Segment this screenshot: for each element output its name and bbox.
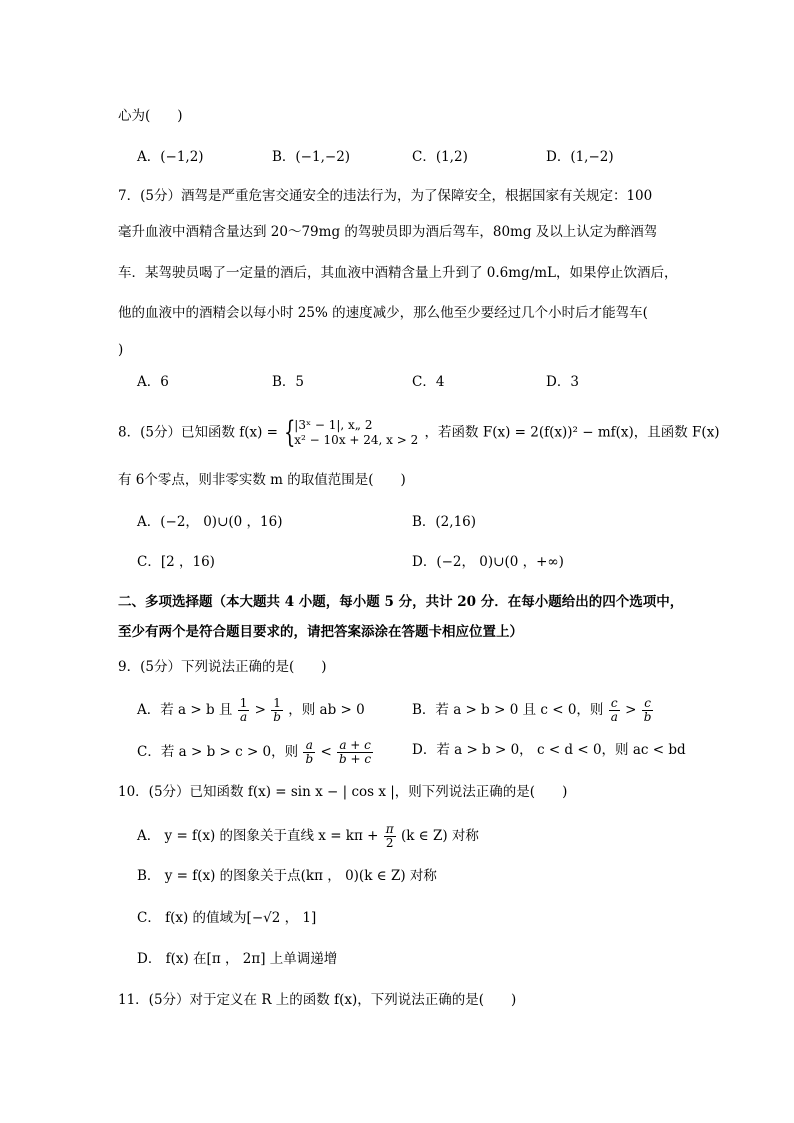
brace-symbol: { — [284, 415, 296, 450]
q9-option-c — [137, 739, 374, 766]
q9-b-compare: > — [625, 702, 637, 718]
q7-option-d: D．3 — [546, 374, 579, 390]
q8-option-c: C．[2 ，16) — [137, 554, 215, 570]
q6-option-d: D．(1,−2) — [546, 149, 614, 165]
q9-a-fraction-1 — [238, 697, 250, 724]
q8-option-d: D．(−2， 0)∪(0 ，+∞) — [412, 554, 564, 570]
fraction-numerator: 1 — [271, 697, 283, 711]
q8-piecewise-function — [284, 415, 419, 450]
q9-a-text-post: ，则 ab > 0 — [288, 702, 365, 718]
q10-option-d: D． f(x) 在[π ， 2π] 上单调递增 — [137, 951, 338, 967]
fraction-denominator: a — [239, 710, 248, 724]
q8-line-1 — [118, 415, 720, 450]
fraction-denominator: a — [610, 710, 618, 724]
q8-piece-2: x² − 10x + 24, x > 2 — [294, 433, 419, 447]
q9-stem: 9．(5分）下列说法正确的是( ) — [118, 659, 327, 675]
q9-a-text-pre: A．若 a > b 且 — [137, 702, 233, 718]
q10-option-a — [137, 823, 479, 850]
fraction-denominator: b — [305, 752, 314, 766]
q10-option-c: C． f(x) 的值域为[−√2 ， 1] — [137, 910, 317, 926]
q6-option-b: B．(−1,−2) — [272, 149, 351, 165]
q9-c-compare: < — [320, 744, 332, 760]
fraction-numerator: a — [303, 739, 315, 753]
q8-option-b: B．(2,16) — [412, 514, 477, 530]
q9-a-compare: > — [254, 702, 266, 718]
q6-stem-tail: 心为( ) — [118, 108, 183, 124]
q9-option-b — [412, 697, 654, 724]
q8-tail: ，若函数 F(x) = 2(f(x))² − mf(x)，且函数 F(x) — [424, 424, 720, 441]
fraction-denominator: b + c — [339, 752, 372, 766]
q7-line-5: ) — [118, 342, 124, 358]
q9-option-a — [137, 697, 365, 724]
fraction-numerator: c — [609, 697, 620, 711]
q9-b-text-pre: B．若 a > b > 0 且 c < 0，则 — [412, 702, 604, 718]
q10-a-text-pre: A． y = f(x) 的图象关于直线 x = kπ + — [137, 828, 379, 844]
q7-option-b: B．5 — [272, 374, 305, 390]
fraction-denominator: b — [273, 710, 281, 724]
q9-b-fraction-2 — [642, 697, 654, 724]
q8-option-a: A．(−2， 0)∪(0 ，16) — [137, 514, 283, 530]
fraction-denominator: b — [643, 710, 652, 724]
fraction-numerator: 1 — [239, 696, 248, 710]
q11-stem: 11．(5分）对于定义在 R 上的函数 f(x)，下列说法正确的是( ) — [118, 992, 517, 1008]
q9-c-fraction-2 — [337, 739, 373, 766]
q9-option-d: D．若 a > b > 0， c < d < 0，则 ac < bd — [412, 742, 686, 758]
q9-a-fraction-2 — [271, 697, 283, 724]
q10-stem: 10．(5分）已知函数 f(x) = sin x − | cos x |，则下列说法正确的是( ) — [118, 784, 568, 800]
q9-c-fraction-1 — [303, 739, 315, 766]
fraction-numerator: a + c — [337, 739, 373, 753]
q8-piece-1: |3ˣ − 1|, x„ 2 — [294, 418, 373, 432]
q10-a-text-post: (k ∈ Z) 对称 — [400, 828, 479, 844]
q7-line-1: 7．(5分）酒驾是严重危害交通安全的违法行为，为了保障安全，根据国家有关规定：100 — [118, 188, 653, 204]
q7-option-a: A．6 — [137, 374, 169, 390]
q10-a-fraction — [384, 823, 396, 850]
fraction-numerator: π — [385, 822, 394, 836]
q10-option-b: B． y = f(x) 的图象关于点(kπ ， 0)(k ∈ Z) 对称 — [137, 868, 437, 884]
q8-lead: 8．(5分）已知函数 f(x) = — [118, 424, 278, 441]
fraction-denominator: 2 — [385, 836, 394, 850]
q7-option-c: C．4 — [412, 374, 445, 390]
q8-line-2: 有 6个零点，则非零实数 m 的取值范围是( ) — [118, 472, 406, 488]
section-2-header-line-2: 至少有两个是符合题目要求的，请把答案添涂在答题卡相应位置上） — [118, 624, 523, 640]
q9-c-text-pre: C．若 a > b > c > 0，则 — [137, 744, 299, 760]
section-2-header-line-1: 二、多项选择题（本大题共 4 小题，每小题 5 分，共计 20 分．在每小题给出的四个选项中， — [118, 594, 684, 610]
fraction-numerator: c — [642, 697, 654, 711]
q6-option-c: C．(1,2) — [412, 149, 468, 165]
q9-b-fraction-1 — [609, 697, 620, 724]
q7-line-2: 毫升血液中酒精含量达到 20～79mg 的驾驶员即为酒后驾车，80mg 及以上认定为醉酒驾 — [118, 224, 658, 240]
q7-line-4: 他的血液中的酒精会以每小时 25% 的速度减少，那么他至少要经过几个小时后才能驾车( — [118, 305, 648, 321]
q6-option-a: A．(−1,2) — [137, 149, 204, 165]
q7-line-3: 车．某驾驶员喝了一定量的酒后，其血液中酒精含量上升到了 0.6mg/mL，如果停止饮酒后， — [118, 265, 678, 281]
